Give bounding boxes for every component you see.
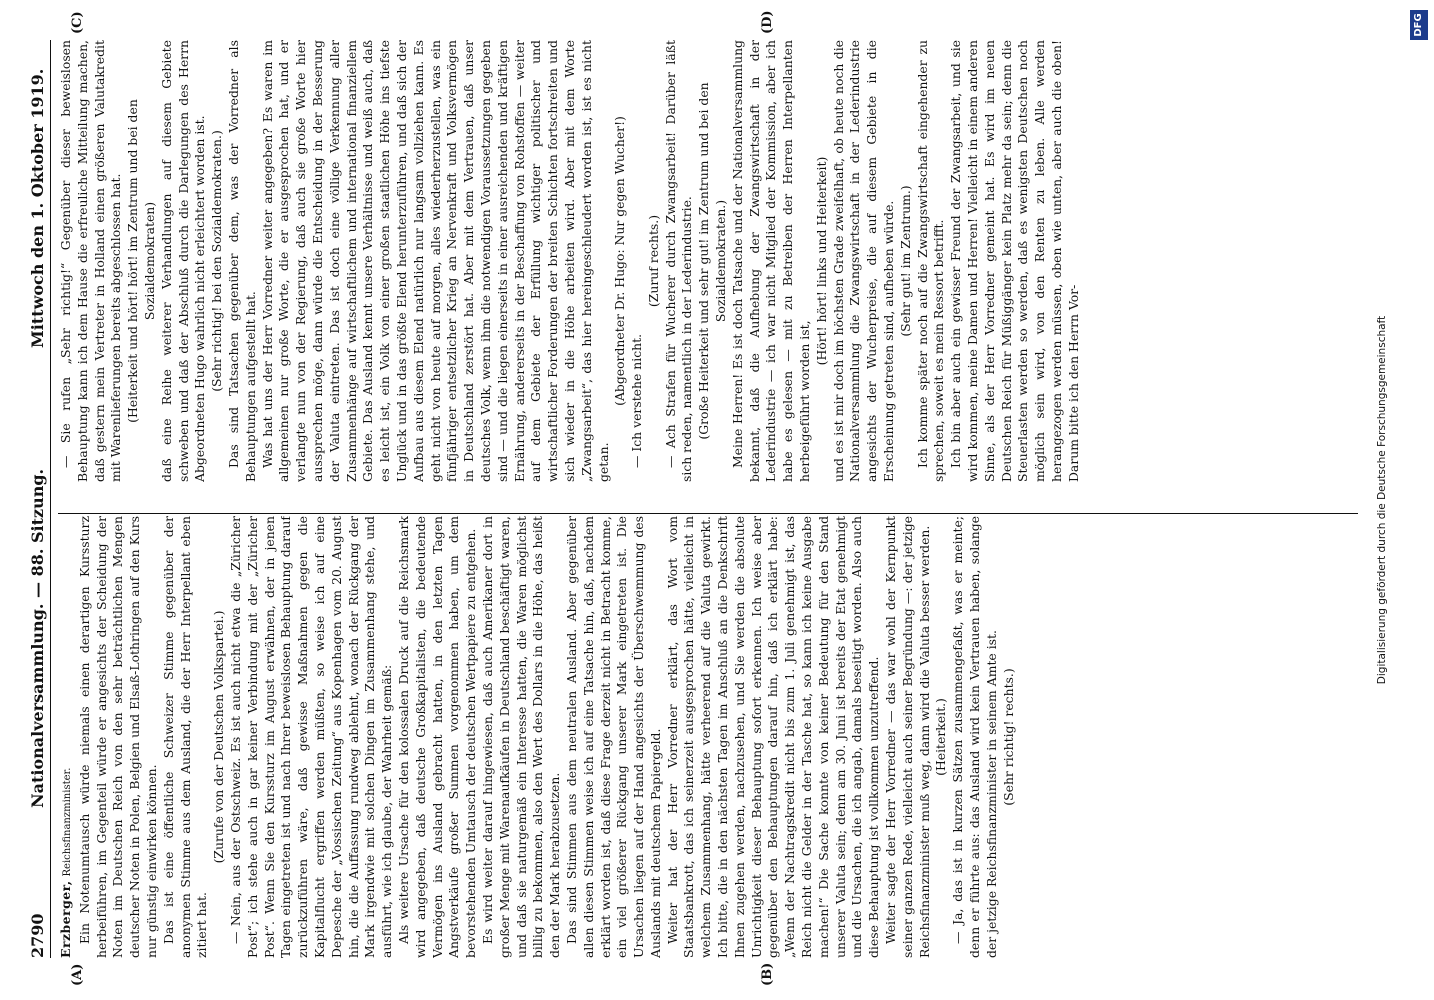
page-number: 2790 [28,913,47,958]
left-paragraph: Das sind Stimmen aus dem neutralen Ausland. Aber gegenüber allen diesen Stimmen weise ich auf eine Tatsache hin, daß, nachdem erklärt worden ist, daß diese Frage derzeit nicht in Betracht komme, ein viel größerer Rückgang unserer Mark eingetreten ist. Die Ursachen liegen auf der Hand angesichts der Überschwemmung des Auslands mit deutschem Papiergeld. [563,516,663,958]
right-interjection: (Sehr gut! im Zentrum.) [897,185,913,337]
left-quote: Es wird weiter darauf hingewiesen, daß auch Amerikaner dort in großer Menge mit Warenaufkäufen in Deutschland beschäftigt waren, und daß sie naturgemäß ein Interesse hatten, die Waren möglichst billig zu bekommen, also den Wert des Dollars in die Höhe, das heißt den der Mark herabzusetzen. [479,516,563,958]
left-paragraph: Ein Notenumtausch würde niemals einen derartigen Kurssturz herbeiführen, im Gegenteil würde er angesichts der Scheidung der Noten im Deutschen Reich von den sehr beträchtlichen Mengen deutscher Noten in Polen, Belgien und Elsaß-Lothringen auf den Kurs nur günstig einwirken können. [76,516,159,958]
margin-marker-c: (C) [70,11,85,34]
right-interjection: (Abgeordneter Dr. Hugo: Nur gegen Wucher!) [612,116,628,406]
speaker-line [58,516,77,958]
right-paragraph: — Sie rufen „Sehr richtig!“ Gegenüber dieser beweislosen Behauptung kann ich dem Hause die erfreuliche Mitteilung machen, daß gestern mein Vertreter in Holland einen größeren Valutakredit mit Warenlieferungen bereits abgeschlossen hat. [58,40,124,482]
right-interjection: (Heiterkeit und hört! hört! im Zentrum und bei den Sozialdemokraten) [125,99,157,423]
right-paragraph: — Ich verstehe nicht. [629,333,645,468]
left-interjection: (Heiterkeit.) [933,698,949,776]
left-paragraph: Weiter sagte der Herr Vorredner — das war wohl der Kernpunkt seiner ganzen Rede, vielleicht auch seiner Begründung —: der jetzige Reichsfinanzminister muß weg, dann wird die Valuta besser werden. [883,516,932,958]
speaker-name: Erzberger, [58,880,73,958]
left-column [58,516,1358,958]
left-interjection: (Sehr richtig! rechts.) [1000,668,1016,806]
page-header [24,40,51,958]
header-right-title: Mittwoch den 1. Oktober 1919. [28,68,47,348]
right-paragraph: daß eine Reihe weiterer Verhandlungen auf diesem Gebiete schweben und daß der Abschluß durch die Darlegungen des Herrn Abgeordneten Hugo wahrlich nicht erleichtert worden ist. [158,40,208,482]
left-quote: Als weitere Ursache für den kolossalen Druck auf die Reichsmark wird angegeben, daß deutsche Großkapitalisten, die bedeutende Vermögen ins Ausland gebracht hatten, in den letzten Tagen Angstverkäufe großer Summen vorgenommen haben, um dem bevorstehenden Umtausch der deutschen Wertpapiere zu entgehen. [395,516,479,958]
left-paragraph: — Ja, das ist in kurzen Sätzen zusammengefaßt, was er meinte; denn er führte aus: das Ausland wird kein Vertrauen haben, solange der jetzige Reichsfinanzminister in seinem Amte ist. [950,516,999,958]
dfg-logo: DFG [1410,10,1428,40]
speaker-role: Reichsfinanzminister. [62,767,73,877]
right-paragraph: Ich bin aber auch ein gewisser Freund der Zwangsarbeit, und sie wird kommen, meine Damen und Herren! Vielleicht in einem anderen Sinne, als der Herr Vorredner gemeint hat. Es wird im neuen Deutschen Reich für Müßiggänger kein Platz mehr da sein; denn die Steuerlasten werden so werden, daß es wenigsten Deutschen noch möglich sein wird, von den Renten zu leben. Alle werden herangezogen werden müssen, oben wie unten, aber auch die oben! Darum bitte ich den Herrn Vor- [948,40,1081,482]
margin-marker-a: (A) [70,963,85,986]
right-paragraph: Was hat uns der Herr Vorredner weiter angegeben? Es waren im allgemeinen nur große Worte, die er ausgesprochen hat, und er verlangte nun von der Regierung, daß auch sie große Worte hier aussprechen möge, dann würde die Entscheidung in der Besserung der Valuta eintreten. Das ist doch eine völlige Verkennung aller Zusammenhänge auf wirtschaftlichem und international finanziellem Gebiete. Das Ausland kennt unsere Verhältnisse und weiß auch, daß es leicht ist, ein Volk von einer großen staatlichen Höhe ins tiefste Unglück und in das größte Elend herunterzuführen, und daß sich der Aufbau aus diesem Elend natürlich nur langsam vollziehen kann. Es geht nicht von heute auf morgen, alles wiederherzustellen, was ein fünfjähriger entsetzlicher Krieg an Nervenkraft und Volksvermögen in Deutschland zerstört hat. Aber mit dem Vertrauen, daß unser deutsches Volk, wenn ihm die notwendigen Voraussetzungen gegeben sind — und die liegen einerseits in einer ausreichenden und kräftigen Ernährung, andererseits in der Beschaffung von Rohstoffen — weiter auf dem Gebiete der Erfüllung wichtiger politischer und wirtschaftlicher Forderungen der breiten Schichten fortschreiten und sich wieder in die Höhe arbeiten wird. Aber mit dem Worte „Zwangsarbeit“, das hier hereingeschleudert worden ist, ist es nicht getan. [259,40,611,482]
right-interjection: (Hört! hört! links und Heiterkeit) [813,156,829,366]
column-divider [58,513,1358,514]
left-paragraph: Das ist eine öffentliche Schweizer Stimme gegenüber der anonymen Stimme aus dem Ausland, die der Herr Interpellant eben zitiert hat. [160,516,210,958]
right-paragraph: — Ach Strafen für Wucherer durch Zwangsarbeit! Darüber läßt sich reden, namentlich in der Lederindustrie. [662,40,695,482]
right-column [58,40,1358,482]
header-left-title: Nationalversammlung. — 88. Sitzung. [28,468,47,808]
right-paragraph: und es ist mir doch im höchsten Grade zweifelhaft, ob heute noch die Nationalversammlung die Zwangswirtschaft in der Lederindustrie angesichts der Wucherpreise, die auf diesem Gebiete in die Erscheinung getreten sind, aufheben würde. [830,40,897,482]
right-interjection: (Zuruf rechts.) [645,214,661,308]
margin-marker-d: (D) [760,10,775,34]
margin-marker-b: (B) [760,962,775,986]
digitization-credit: Digitalisierung gefördert durch die Deutsche Forschungsgemeinschaft [1376,315,1388,685]
right-paragraph: Meine Herren! Es ist doch Tatsache und der Nationalversammlung bekannt, daß die Aufhebung der Zwangswirtschaft in der Lederindustrie — ich war nicht Mitglied der Kommission, aber ich habe es gelesen — mit zu Betreiben der Herren Interpellanten herbeigeführt worden ist, [729,40,813,482]
right-interjection: (Große Heiterkeit und sehr gut! im Zentrum und bei den Sozialdemokraten.) [696,82,729,440]
left-paragraph: Weiter hat der Herr Vorredner erklärt, das Wort vom Staatsbankrott, das ich seinerzeit ausgesprochen hätte, vielleicht in welchem Zusammenhang, hätte verheerend auf die Valuta gewirkt. Ich bitte, die in den nächsten Tagen im Anschluß an die Denkschrift Ihnen zugehen werden, nachzusehen, und Sie werden die absolute Unrichtigkeit dieser Behauptung sofort erkennen. Ich weise aber gegenüber den Behauptungen darauf hin, daß ich erklärt habe: „Wenn der Nachtragskredit nicht bis zum 1. Juli genehmigt ist, das Reich nicht die Gelder in der Tasche hat, so kann ich keine Ausgabe machen!“ Die Sache konnte von keiner Bedeutung für den Stand unserer Valuta sein; denn am 30. Juni ist bereits der Etat genehmigt und die Ursachen, die ich angab, damals beseitigt worden. Also auch diese Behauptung ist vollkommen unzutreffend. [664,516,882,958]
right-paragraph: Ich komme später noch auf die Zwangswirtschaft eingehender zu sprechen, soweit es mein Ressort betrifft. [914,40,947,482]
right-paragraph: Das sind Tatsachen gegenüber dem, was der Vorredner als Behauptungen aufgestellt hat. [225,40,258,482]
right-interjection: (Sehr richtig! bei den Sozialdemokraten.) [209,130,225,392]
left-interjection: (Zurufe von der Deutschen Volkspartei.) [211,610,227,864]
left-paragraph: — Nein, aus der Ostschweiz. Es ist auch nicht etwa die „Züricher Post“; ich stehe auch in gar keiner Verbindung mit der „Züricher Post“. Wenn Sie den Kurssturz im August erwähnen, der in jenen Tagen eingetreten ist und nach Ihrer beweislosen Behauptung darauf zurückzuführen wäre, daß gewisse Maßnahmen gegen die Kapitalflucht ergriffen werden müßten, so weise ich auf eine Depesche der „Vossischen Zeitung“ aus Kopenhagen vom 20. August hin, die die Auffassung rundweg ablehnt, wonach der Rückgang der Mark irgendwie mit solchen Dingen im Zusammenhang stehe, und ausführt, wie ich glaube, der Wahrheit gemäß: [227,516,395,958]
